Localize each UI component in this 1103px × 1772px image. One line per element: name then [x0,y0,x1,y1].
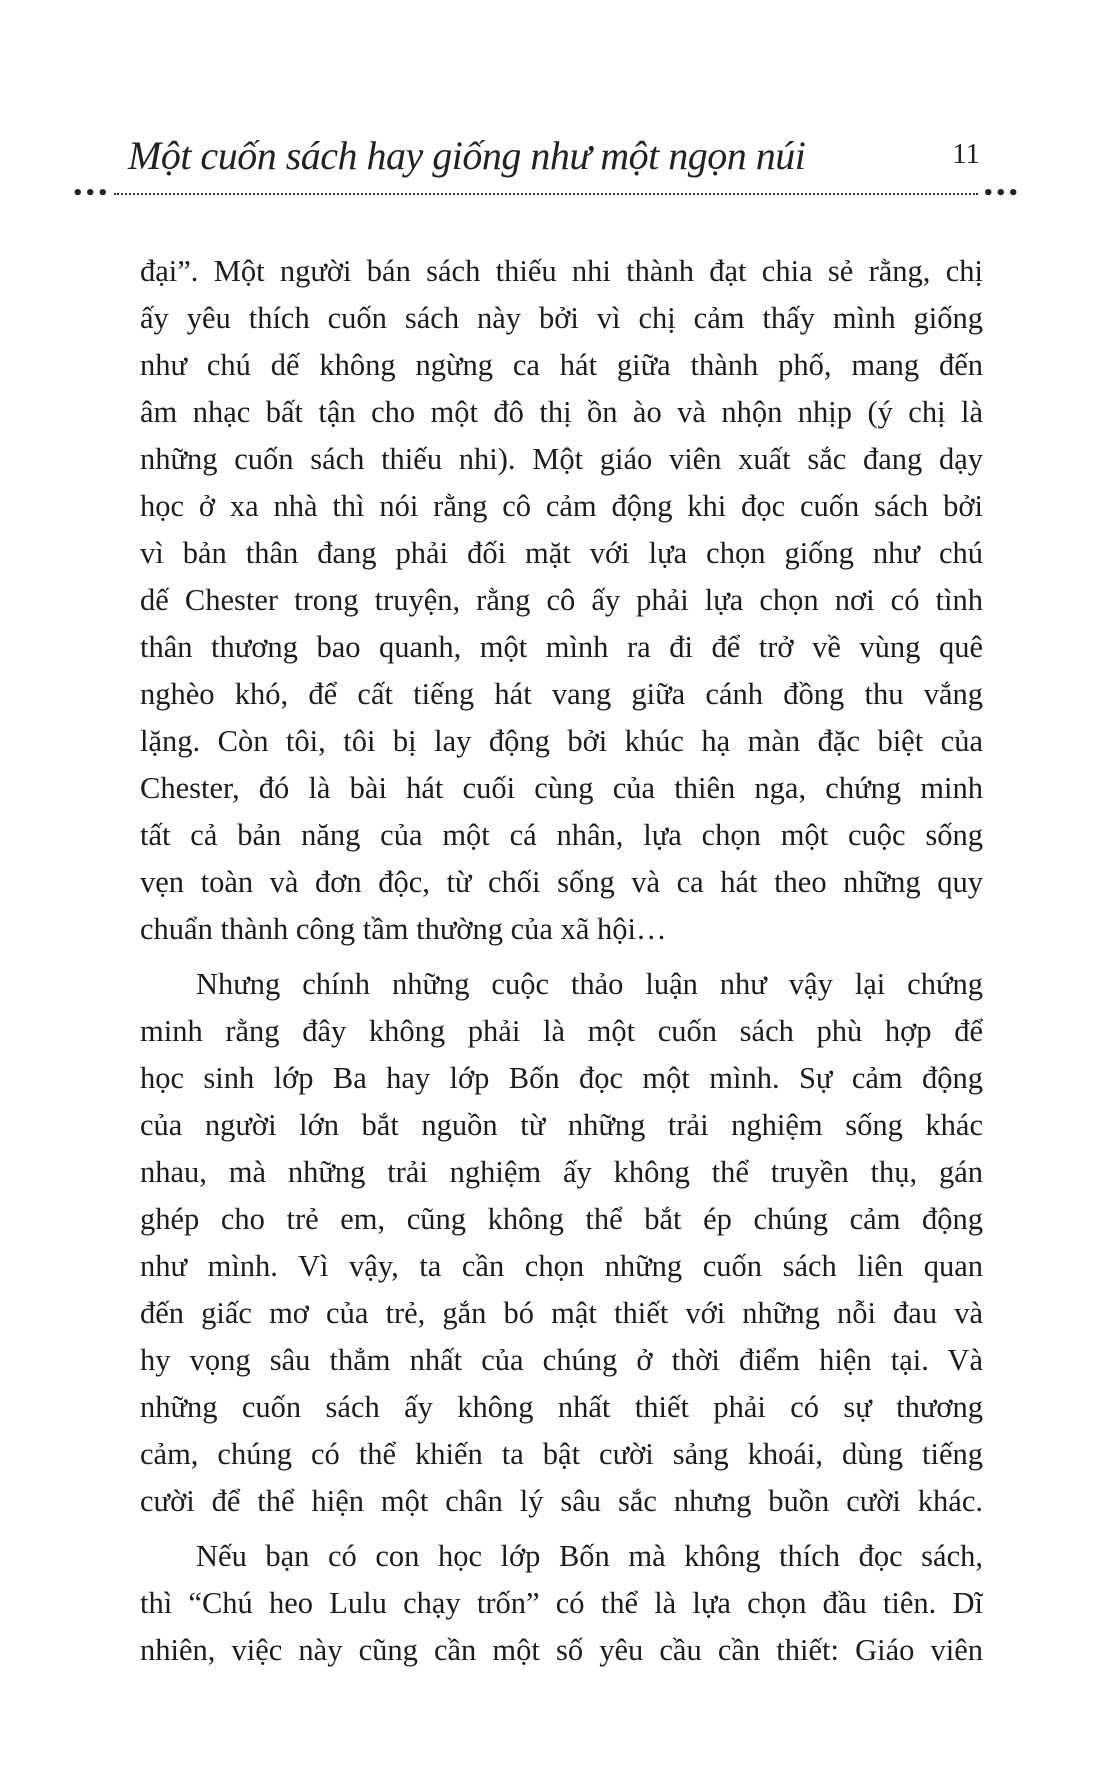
text-line: âm nhạc bất tận cho một đô thị ồn ào và nhộn nhịp (ý chị là [140,395,983,429]
text-line: cười để thể hiện một chân lý sâu sắc nhưng buồn cười khác. [140,1484,983,1518]
text-line: Chester, đó là bài hát cuối cùng của thiên nga, chứng minh [140,771,983,805]
text-line: nghèo khó, để cất tiếng hát vang giữa cánh đồng thu vắng [140,677,983,711]
text-line: học ở xa nhà thì nói rằng cô cảm động khi đọc cuốn sách bởi [140,489,983,523]
text-line: nhiên, việc này cũng cần một số yêu cầu cần thiết: Giáo viên [140,1633,983,1667]
running-header [128,132,980,182]
text-line: thì “Chú heo Lulu chạy trốn” có thể là lựa chọn đầu tiên. Dĩ [140,1586,983,1620]
text-line: tất cả bản năng của một cá nhân, lựa chọn một cuộc sống [140,818,983,852]
text-line: cảm, chúng có thể khiến ta bật cười sảng khoái, dùng tiếng [140,1437,983,1471]
text-line: lặng. Còn tôi, tôi bị lay động bởi khúc hạ màn đặc biệt của [140,724,983,758]
header-divider [72,183,1020,204]
text-line: những cuốn sách ấy không nhất thiết phải có sự thương [140,1390,983,1424]
text-line: ấy yêu thích cuốn sách này bởi vì chị cảm thấy mình giống [140,301,983,335]
body-text [140,248,983,1674]
text-line: hy vọng sâu thẳm nhất của chúng ở thời điểm hiện tại. Và [140,1343,983,1377]
text-line: của người lớn bắt nguồn từ những trải nghiệm sống khác [140,1108,983,1142]
text-line: như chú dế không ngừng ca hát giữa thành phố, mang đến [140,348,983,382]
paragraph-1 [140,248,983,953]
text-line: Nếu bạn có con học lớp Bốn mà không thích đọc sách, [196,1539,983,1573]
text-line: học sinh lớp Ba hay lớp Bốn đọc một mình. Sự cảm động [140,1061,983,1095]
text-line: chuẩn thành công tầm thường của xã hội… [140,912,667,946]
text-line: vì bản thân đang phải đối mặt với lựa chọn giống như chú [140,536,983,570]
text-line: ghép cho trẻ em, cũng không thể bắt ép chúng cảm động [140,1202,983,1236]
divider-dotted-line [114,193,979,195]
text-line: Nhưng chính những cuộc thảo luận như vậy lại chứng [196,967,983,1001]
running-title: Một cuốn sách hay giống như một ngọn núi [128,133,806,178]
text-line: những cuốn sách thiếu nhi). Một giáo viên xuất sắc đang dạy [140,442,983,476]
text-line: minh rằng đây không phải là một cuốn sách phù hợp để [140,1014,983,1048]
text-line: nhau, mà những trải nghiệm ấy không thể truyền thụ, gán [140,1155,983,1189]
text-line: đến giấc mơ của trẻ, gắn bó mật thiết với những nỗi đau và [140,1296,983,1330]
page-number: 11 [952,138,980,170]
text-line: thân thương bao quanh, một mình ra đi để trở về vùng quê [140,630,983,664]
divider-right-ornament: ••• [982,183,1020,204]
text-line: dế Chester trong truyện, rằng cô ấy phải lựa chọn nơi có tình [140,583,983,617]
text-line: vẹn toàn và đơn độc, từ chối sống và ca hát theo những quy [140,865,983,899]
paragraph-2 [140,961,983,1525]
divider-left-ornament: ••• [72,183,110,204]
paragraph-3 [140,1533,983,1674]
text-line: như mình. Vì vậy, ta cần chọn những cuốn sách liên quan [140,1249,983,1283]
text-line: đại”. Một người bán sách thiếu nhi thành đạt chia sẻ rằng, chị [140,254,983,288]
